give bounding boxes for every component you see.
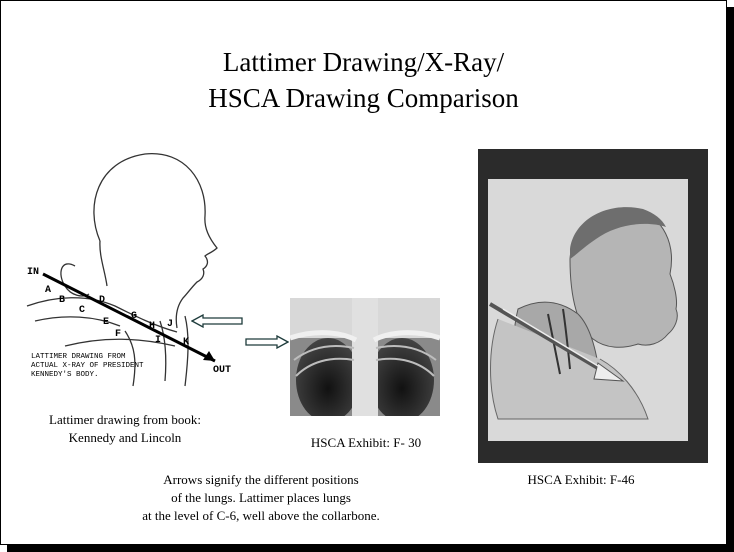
chest-xray-image	[290, 298, 440, 416]
arrow-right-icon	[245, 335, 289, 349]
label-out: OUT	[213, 365, 232, 376]
footnote-line-3: at the level of C-6, well above the collarbone.	[142, 508, 380, 523]
footnote-line-2: of the lungs. Lattimer places lungs	[171, 490, 351, 505]
label-b: B	[59, 295, 66, 306]
label-i: I	[155, 335, 162, 346]
inset-text-line-2: ACTUAL X-RAY OF PRESIDENT	[31, 362, 144, 370]
footnote	[111, 471, 411, 525]
label-k: K	[183, 337, 190, 348]
label-f: F	[115, 329, 122, 340]
inset-text-line-1: LATTIMER DRAWING FROM	[31, 353, 126, 361]
label-d: D	[99, 295, 106, 306]
label-j: J	[167, 319, 174, 330]
footnote-line-1: Arrows signify the different positions	[163, 472, 359, 487]
lattimer-drawing-figure	[25, 146, 265, 391]
xray-caption: HSCA Exhibit: F- 30	[310, 435, 422, 450]
label-c: C	[79, 305, 86, 316]
arrow-left-icon	[191, 314, 243, 328]
label-a: A	[45, 285, 52, 296]
hsca-drawing	[478, 149, 708, 463]
lattimer-caption-line-2: Kennedy and Lincoln	[68, 430, 182, 445]
lattimer-caption-line-1: Lattimer drawing from book:	[49, 412, 201, 427]
inset-text-line-3: KENNEDY'S BODY.	[31, 371, 99, 379]
label-in: IN	[27, 267, 40, 278]
hsca-caption: HSCA Exhibit: F-46	[527, 472, 635, 487]
lattimer-drawing	[25, 146, 265, 391]
slide-title-line-2: HSCA Drawing Comparison	[208, 83, 519, 113]
slide-title-line-1: Lattimer Drawing/X-Ray/	[222, 47, 505, 77]
label-g: G	[131, 311, 138, 322]
label-e: E	[103, 317, 110, 328]
lattimer-caption	[25, 411, 225, 447]
label-h: H	[149, 321, 156, 332]
